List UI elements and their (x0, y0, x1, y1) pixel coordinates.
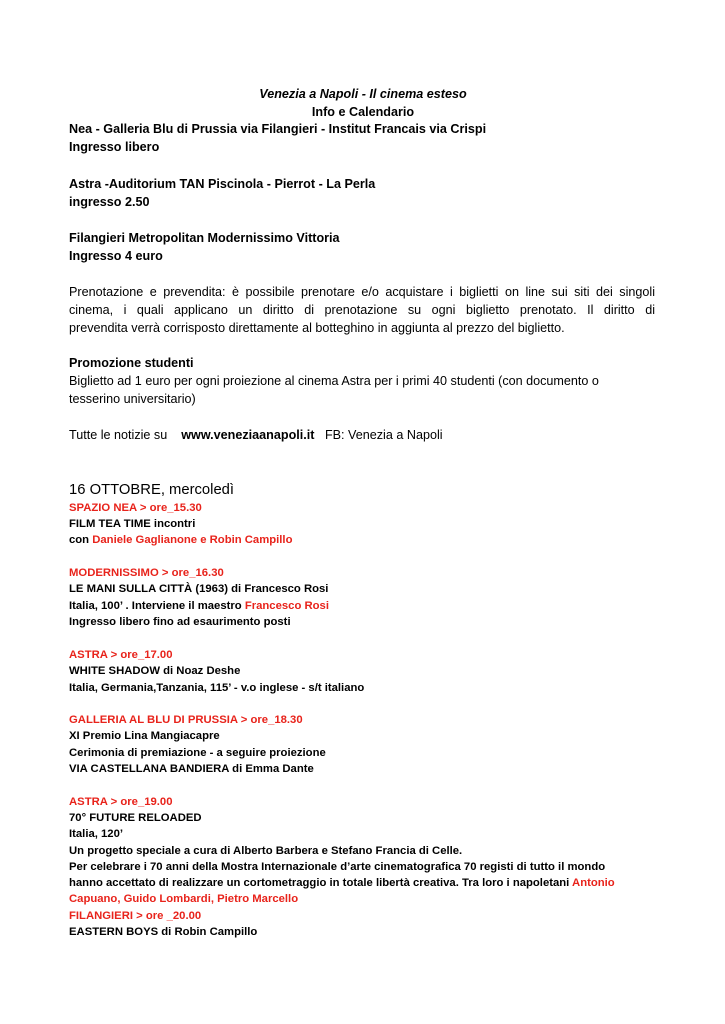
students-text-line: Biglietto ad 1 euro per ogni proiezione al cinema Astra per i primi 40 studenti (con documento o (69, 374, 599, 388)
event-title: LE MANI SULLA CITTÀ (1963) di Francesco Rosi (69, 583, 329, 595)
event-info-prefix: Italia, 100’ . Interviene il maestro (69, 600, 245, 612)
venue-price-astra: ingresso 2.50 (69, 195, 150, 209)
event-title: WHITE SHADOW di Noaz Deshe (69, 665, 241, 677)
event-note: Ingresso libero fino ad esaurimento posti (69, 616, 291, 628)
event-guest-names: Antonio (572, 877, 615, 889)
venue-group-astra: Astra -Auditorium TAN Piscinola - Pierrot - La Perla (69, 177, 376, 191)
event-venue-time: MODERNISSIMO > ore_16.30 (69, 567, 224, 579)
event-title: EASTERN BOYS di Robin Campillo (69, 926, 258, 938)
event-info: Cerimonia di premiazione - a seguire proiezione (69, 747, 326, 759)
event-guest-names: Francesco Rosi (244, 600, 329, 612)
booking-text-line: cinema, i quali applicano un diritto di prenotazione su ogni biglietto prenotato. Il diritto di (69, 303, 655, 317)
event-description: Un progetto speciale a cura di Alberto Barbera e Stefano Francia di Celle. (69, 845, 463, 857)
document-subtitle: Info e Calendario (311, 105, 415, 119)
booking-text-line: Prenotazione e prevendita: è possibile prenotare e/o acquistare i biglietti on line sui siti dei singoli (69, 285, 655, 299)
event-info: VIA CASTELLANA BANDIERA di Emma Dante (69, 763, 314, 775)
facebook-link[interactable]: FB: Venezia a Napoli (324, 428, 443, 442)
news-line (69, 428, 443, 442)
event-title: FILM TEA TIME incontri (69, 518, 196, 530)
venue-price-filangieri: Ingresso 4 euro (69, 249, 163, 263)
event-info: Italia, Germania,Tanzania, 115’ - v.o inglese - s/t italiano (69, 682, 365, 694)
event-venue-time: GALLERIA AL BLU DI PRUSSIA > ore_18.30 (69, 714, 303, 726)
event-venue-time: ASTRA > ore_19.00 (69, 796, 173, 808)
event-info (69, 600, 329, 612)
event-venue-time: SPAZIO NEA > ore_15.30 (69, 502, 202, 514)
venue-group-filangieri: Filangieri Metropolitan Modernissimo Vittoria (69, 231, 340, 245)
document-title: Venezia a Napoli - Il cinema esteso (259, 87, 467, 101)
event-guests (69, 534, 292, 546)
event-info: Italia, 120’ (69, 828, 124, 840)
news-prefix: Tutte le notizie su (69, 428, 168, 442)
day-heading: 16 OTTOBRE, mercoledì (69, 482, 235, 498)
venue-group-nea: Nea - Galleria Blu di Prussia via Filangieri - Institut Francais via Crispi (69, 122, 487, 136)
booking-text-line: prevendita verrà corrisposto direttamente al botteghino in aggiunta al prezzo del biglietto. (69, 321, 565, 335)
event-venue-time: FILANGIERI > ore _20.00 (69, 910, 202, 922)
students-heading: Promozione studenti (69, 356, 194, 370)
event-guest-names: Daniele Gaglianone e Robin Campillo (92, 534, 293, 546)
event-guests-prefix: con (69, 534, 93, 546)
venue-price-nea: Ingresso libero (69, 140, 160, 154)
event-description-prefix: hanno accettato di realizzare un cortometraggio in totale libertà creativa. Tra loro i napoletani (69, 877, 573, 889)
event-description: Per celebrare i 70 anni della Mostra Internazionale d’arte cinematografica 70 registi di tutto il mondo (69, 861, 606, 873)
event-title: XI Premio Lina Mangiacapre (69, 730, 220, 742)
students-text-line: tesserino universitario) (69, 392, 196, 406)
event-title: 70° FUTURE RELOADED (69, 812, 202, 824)
website-link[interactable]: www.veneziaanapoli.it (181, 428, 315, 442)
event-venue-time: ASTRA > ore_17.00 (69, 649, 173, 661)
event-description (69, 877, 615, 889)
event-guest-names: Capuano, Guido Lombardi, Pietro Marcello (69, 893, 299, 905)
